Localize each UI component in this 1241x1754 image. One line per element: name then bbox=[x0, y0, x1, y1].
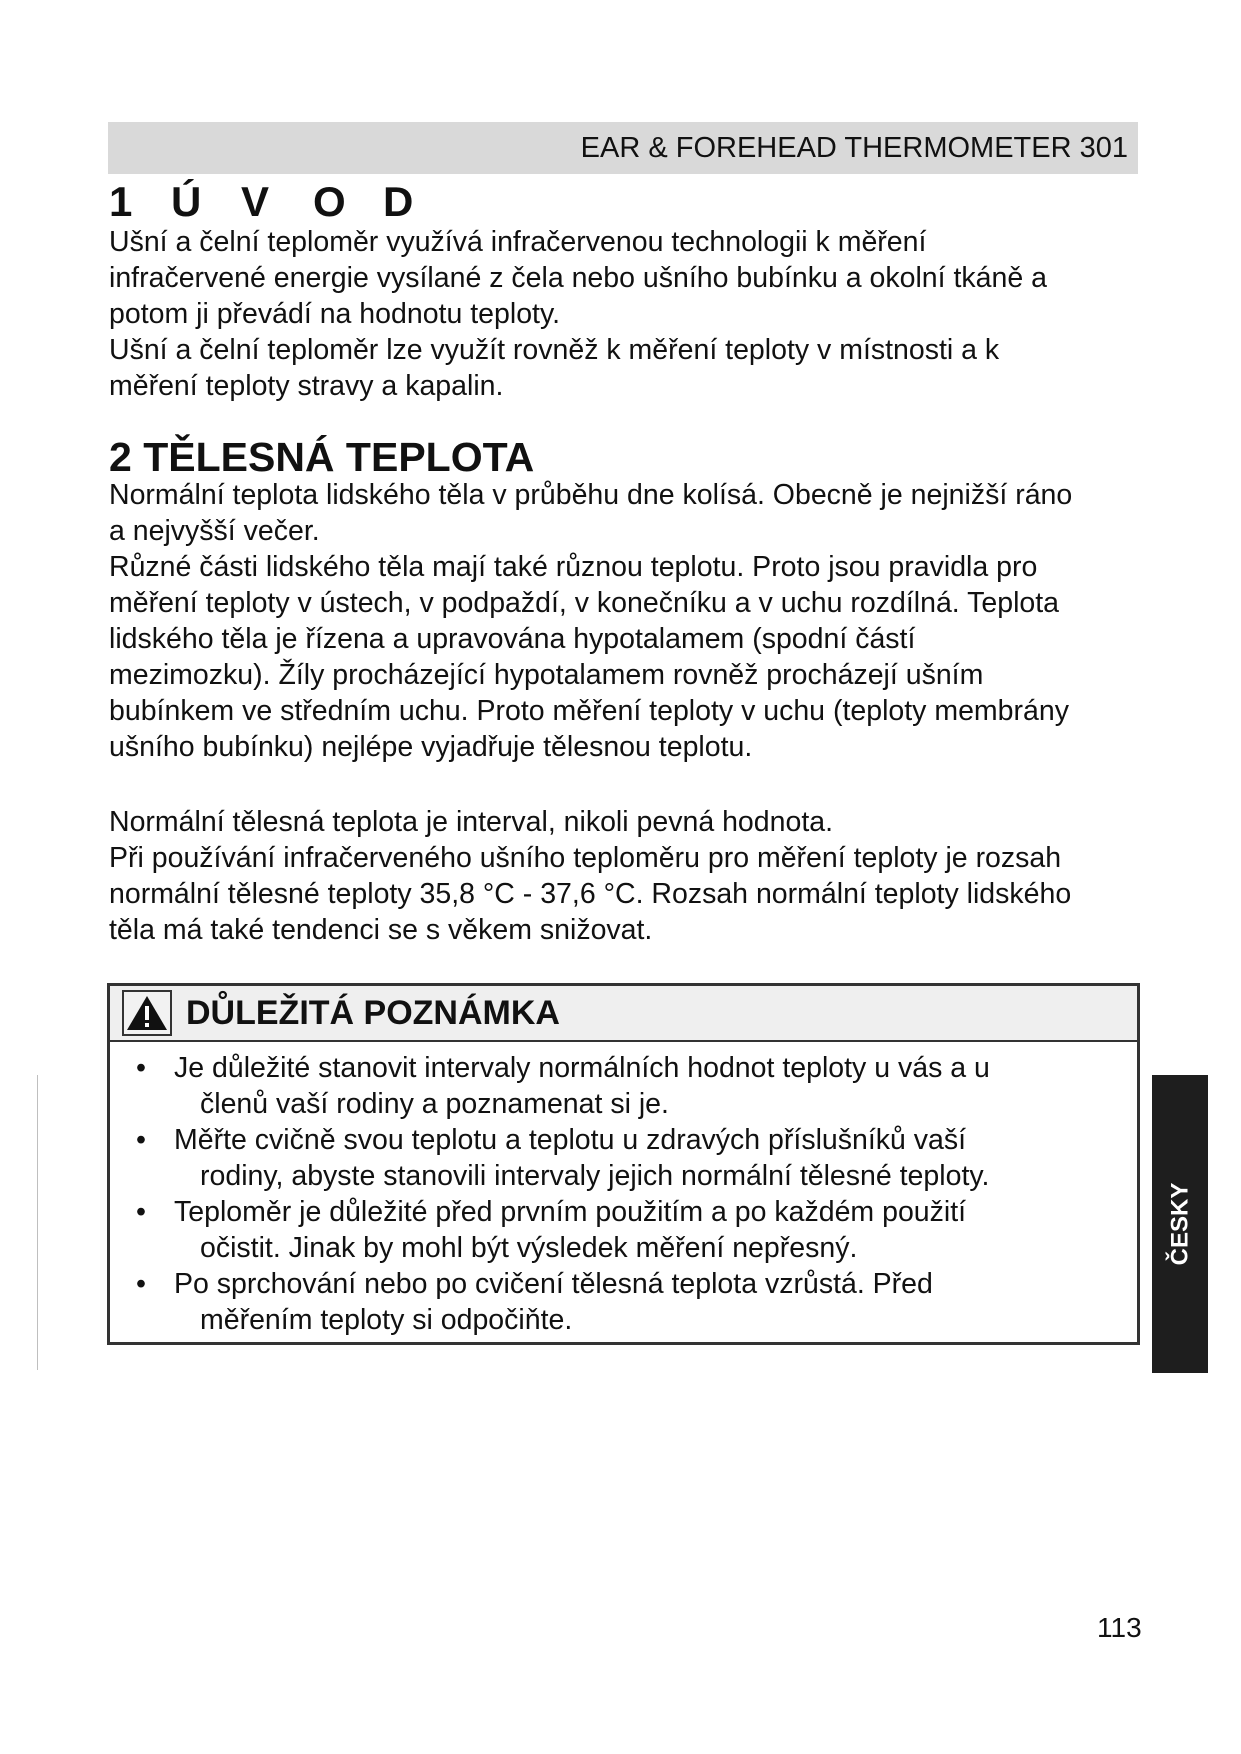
page-number: 113 bbox=[1097, 1612, 1142, 1643]
running-header bbox=[108, 122, 1138, 174]
text-line: a nejvyšší večer. bbox=[109, 515, 320, 547]
list-item-line: Po sprchování nebo po cvičení tělesná teplota vzrůstá. Před bbox=[174, 1268, 933, 1300]
text-line: měření teploty v ústech, v podpaždí, v konečníku a v uchu rozdílná. Teplota bbox=[109, 587, 1060, 619]
heading-letter: O bbox=[313, 178, 346, 225]
list-item-line: rodiny, abyste stanovili intervaly jejich normální tělesné teploty. bbox=[200, 1160, 990, 1192]
list-item-line: členů vaší rodiny a poznamenat si je. bbox=[200, 1088, 669, 1120]
heading-letter: V bbox=[241, 178, 270, 225]
heading-letter: D bbox=[383, 178, 414, 225]
important-note-list bbox=[110, 1042, 1137, 1338]
text-line: Normální tělesná teplota je interval, nikoli pevná hodnota. bbox=[109, 806, 834, 838]
text-line: Ušní a čelní teploměr využívá infračervenou technologii k měření bbox=[109, 226, 927, 258]
list-item: • Po sprchování nebo po cvičení tělesná teplota vzrůstá. Před měřením teploty si odpočiňte. bbox=[146, 1266, 1137, 1338]
running-header-title: EAR & FOREHEAD THERMOMETER 301 bbox=[580, 131, 1128, 164]
language-tab-label: ČESKY bbox=[1166, 1182, 1193, 1266]
text-line: lidského těla je řízena a upravována hypotalamem (spodní částí bbox=[109, 623, 916, 655]
text-line: mezimozku). Žíly procházející hypotalamem rovněž procházejí ušním bbox=[109, 659, 984, 691]
text-line: infračervené energie vysílané z čela nebo ušního bubínku a okolní tkáně a bbox=[109, 262, 1047, 294]
important-note-title: DŮLEŽITÁ POZNÁMKA bbox=[186, 993, 560, 1032]
text-line: Ušní a čelní teploměr lze využít rovněž k měření teploty v místnosti a k bbox=[109, 334, 1000, 366]
list-item-line: Teploměr je důležité před prvním použitím a po každém použití bbox=[174, 1196, 967, 1228]
important-note-box bbox=[107, 983, 1140, 1345]
list-item-line: Měřte cvičně svou teplotu a teplotu u zdravých příslušníků vaší bbox=[174, 1124, 967, 1156]
heading-letter: 1 bbox=[109, 178, 133, 225]
section-1-heading bbox=[109, 178, 413, 226]
heading-letter: Ú bbox=[171, 178, 202, 225]
text-line: těla má také tendenci se s věkem snižovat. bbox=[109, 914, 653, 946]
section-2-body-continued bbox=[109, 804, 1149, 948]
text-line: normální tělesné teploty 35,8 °C - 37,6 °C. Rozsah normální teploty lidského bbox=[109, 878, 1072, 910]
important-note-header bbox=[110, 986, 1137, 1042]
list-item-line: měřením teploty si odpočiňte. bbox=[200, 1304, 573, 1336]
warning-triangle-icon bbox=[122, 990, 172, 1036]
list-item: • Je důležité stanovit intervaly normálních hodnot teploty u vás a u členů vaší rodiny a poznamenat si je. bbox=[146, 1050, 1137, 1122]
list-item: • Měřte cvičně svou teplotu a teplotu u zdravých příslušníků vaší rodiny, abyste stanovili intervaly jejich normální tělesné teploty. bbox=[146, 1122, 1137, 1194]
text-line: potom ji převádí na hodnotu teploty. bbox=[109, 298, 561, 330]
section-2-body bbox=[109, 477, 1149, 765]
text-line: Při používání infračerveného ušního teploměru pro měření teploty je rozsah bbox=[109, 842, 1062, 874]
list-item-line: očistit. Jinak by mohl být výsledek měření nepřesný. bbox=[200, 1232, 858, 1264]
text-line: měření teploty stravy a kapalin. bbox=[109, 370, 504, 402]
list-item-line: Je důležité stanovit intervaly normálních hodnot teploty u vás a u bbox=[174, 1052, 990, 1084]
text-line: Normální teplota lidského těla v průběhu dne kolísá. Obecně je nejnižší ráno bbox=[109, 479, 1073, 511]
list-item: • Teploměr je důležité před prvním použitím a po každém použití očistit. Jinak by mohl být výsledek měření nepřesný. bbox=[146, 1194, 1137, 1266]
section-1-body bbox=[109, 224, 1149, 404]
language-tab bbox=[1152, 1075, 1208, 1373]
text-line: bubínkem ve středním uchu. Proto měření teploty v uchu (teploty membrány bbox=[109, 695, 1069, 727]
text-line: ušního bubínku) nejlépe vyjadřuje tělesnou teplotu. bbox=[109, 731, 753, 763]
margin-rule bbox=[37, 1075, 38, 1370]
section-2-heading: 2 TĚLESNÁ TEPLOTA bbox=[109, 434, 535, 480]
text-line: Různé části lidského těla mají také různou teplotu. Proto jsou pravidla pro bbox=[109, 551, 1038, 583]
